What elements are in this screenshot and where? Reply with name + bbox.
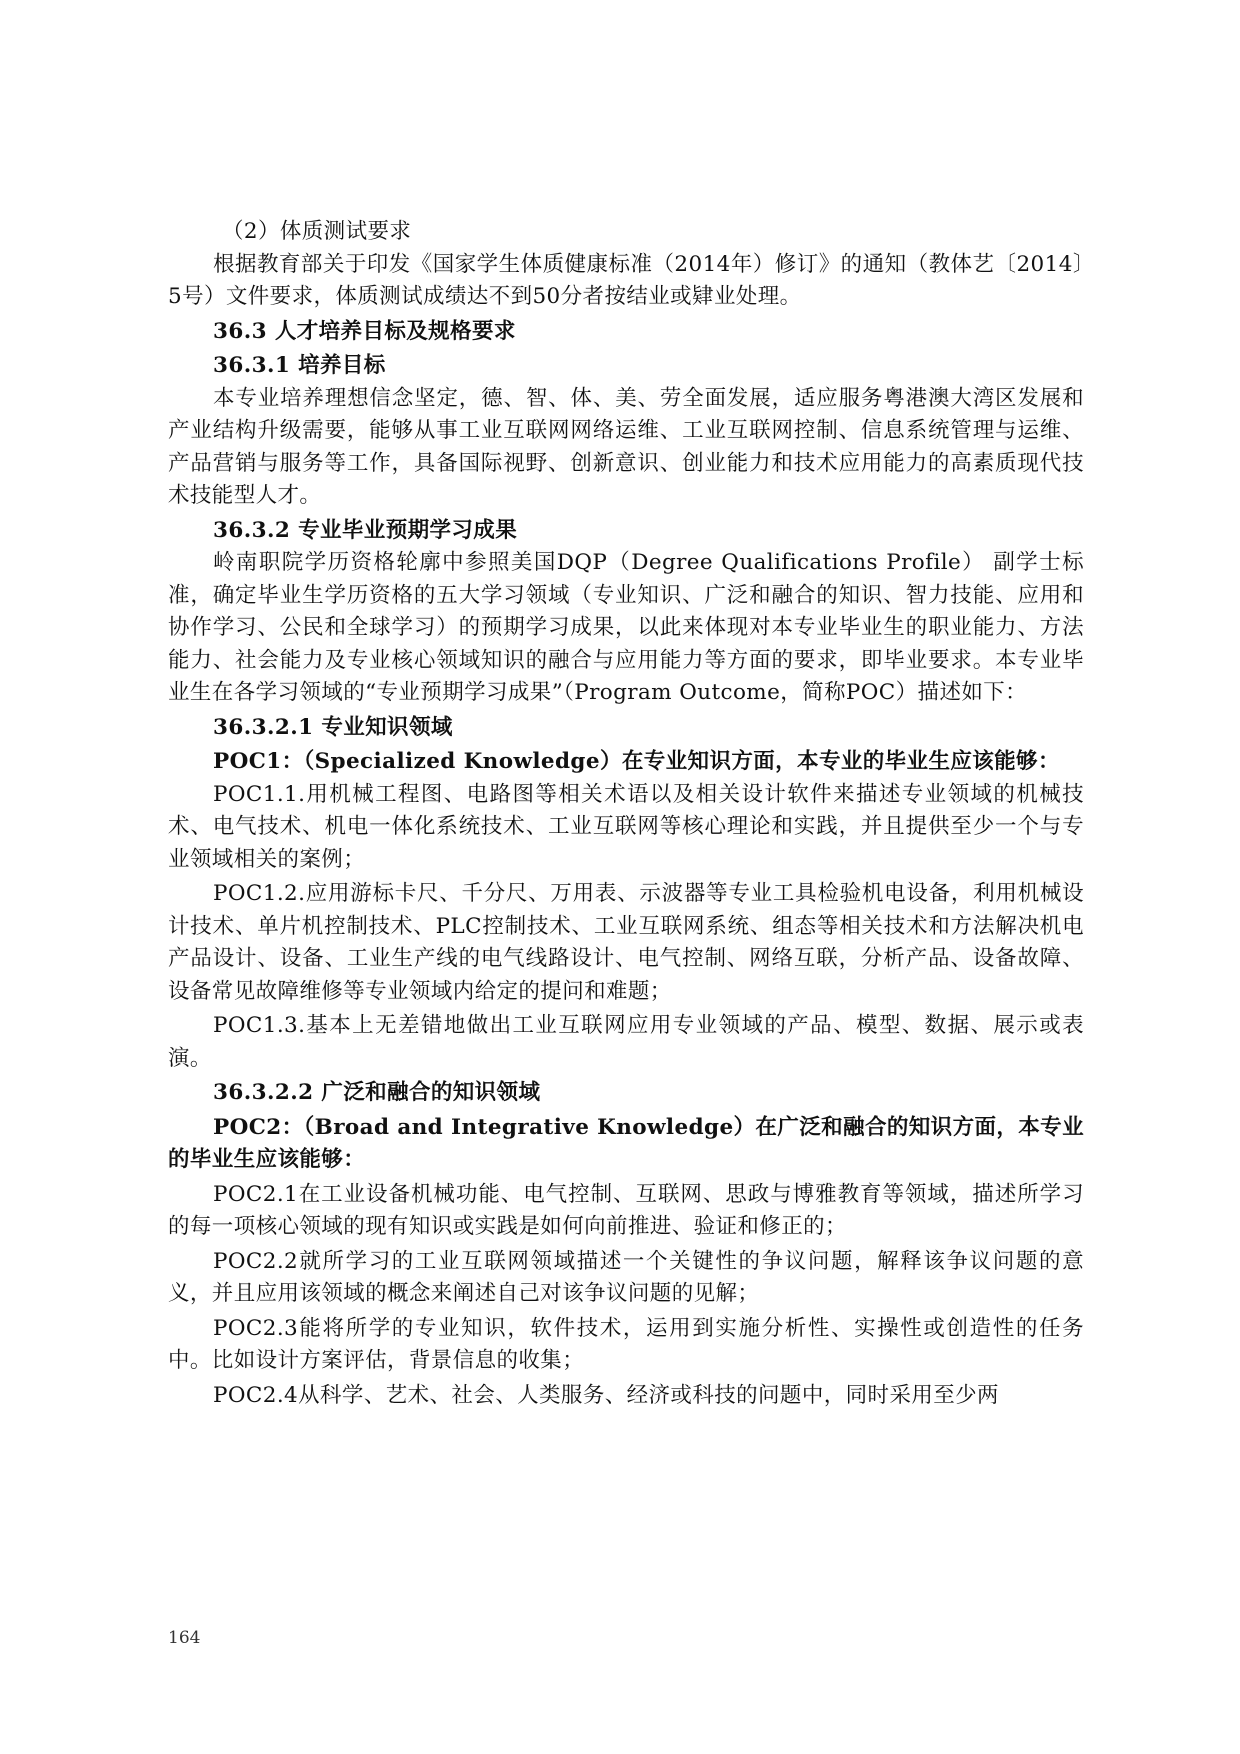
fitness-heading: （2）体质测试要求	[222, 219, 412, 244]
goal-paragraph: 本专业培养理想信念坚定，德、智、体、美、劳全面发展，适应服务粤港澳大湾区发展和产业结构升级需要，能够从事工业互联网网络运维、工业互联网控制、信息系统管理与运维、产品营销与服务等工作，具备国际视野、创新意识、创业能力和技术应用能力的高素质现代技术技能型人才。	[168, 385, 1084, 508]
poc1-3-paragraph: POC1.3.基本上无差错地做出工业互联网应用专业领域的产品、模型、数据、展示或表演。	[168, 1013, 1084, 1071]
poc2-3-paragraph: POC2.3能将所学的专业知识，软件技术，运用到实施分析性、实操性或创造性的任务中。比如设计方案评估，背景信息的收集；	[168, 1315, 1084, 1373]
poc2-2-paragraph: POC2.2就所学习的工业互联网领域描述一个关键性的争议问题，解释该争议问题的意义，并且应用该领域的概念来阐述自己对该争议问题的见解；	[168, 1248, 1084, 1306]
section-heading-36-3-1: 36.3.1 培养目标	[213, 353, 386, 378]
poc2-title: POC2：（Broad and Integrative Knowledge）在广泛和融合的知识方面，本专业的毕业生应该能够：	[168, 1114, 1084, 1172]
poc2-4-paragraph: POC2.4从科学、艺术、社会、人类服务、经济或科技的问题中，同时采用至少两	[213, 1382, 999, 1408]
section-heading-36-3-2: 36.3.2 专业毕业预期学习成果	[213, 517, 518, 543]
fitness-paragraph: 根据教育部关于印发《国家学生体质健康标准（2014年）修订》的通知（教体艺〔2014〕5号）文件要求，体质测试成绩达不到50分者按结业或肄业处理。	[168, 251, 1084, 309]
section-heading-36-3: 36.3 人才培养目标及规格要求	[213, 318, 516, 344]
poc2-1-paragraph: POC2.1在工业设备机械功能、电气控制、互联网、思政与博雅教育等领域，描述所学习的每一项核心领域的现有知识或实践是如何向前推进、验证和修正的；	[168, 1181, 1084, 1239]
document-body	[168, 216, 1084, 1412]
poc1-title: POC1：（Specialized Knowledge）在专业知识方面，本专业的毕业生应该能够：	[213, 749, 1060, 774]
section-heading-36-3-2-1: 36.3.2.1 专业知识领域	[213, 714, 453, 740]
outcome-paragraph: 岭南职院学历资格轮廓中参照美国DQP（Degree Qualifications Profile） 副学士标准，确定毕业生学历资格的五大学习领域（专业知识、广泛和融合的知识、智力技能、应用和协作学习、公民和全球学习）的预期学习成果，以此来体现对本专业毕业生的职业能力、方法能力、社会能力及专业核心领域知识的融合与应用能力等方面的要求，即毕业要求。本专业毕业生在各学习领域的“专业预期学习成果”（Program Outcome，简称POC）描述如下：	[168, 550, 1084, 705]
page-number: 164	[168, 1628, 201, 1648]
poc1-1-paragraph: POC1.1.用机械工程图、电路图等相关术语以及相关设计软件来描述专业领域的机械技术、电气技术、机电一体化系统技术、工业互联网等核心理论和实践，并且提供至少一个与专业领域相关的案例；	[168, 781, 1084, 872]
section-heading-36-3-2-2: 36.3.2.2 广泛和融合的知识领域	[213, 1080, 541, 1105]
poc1-2-paragraph: POC1.2.应用游标卡尺、千分尺、万用表、示波器等专业工具检验机电设备，利用机械设计技术、单片机控制技术、PLC控制技术、工业互联网系统、组态等相关技术和方法解决机电产品设计、设备、工业生产线的电气线路设计、电气控制、网络互联，分析产品、设备故障、设备常见故障维修等专业领域内给定的提问和难题；	[168, 881, 1084, 1004]
